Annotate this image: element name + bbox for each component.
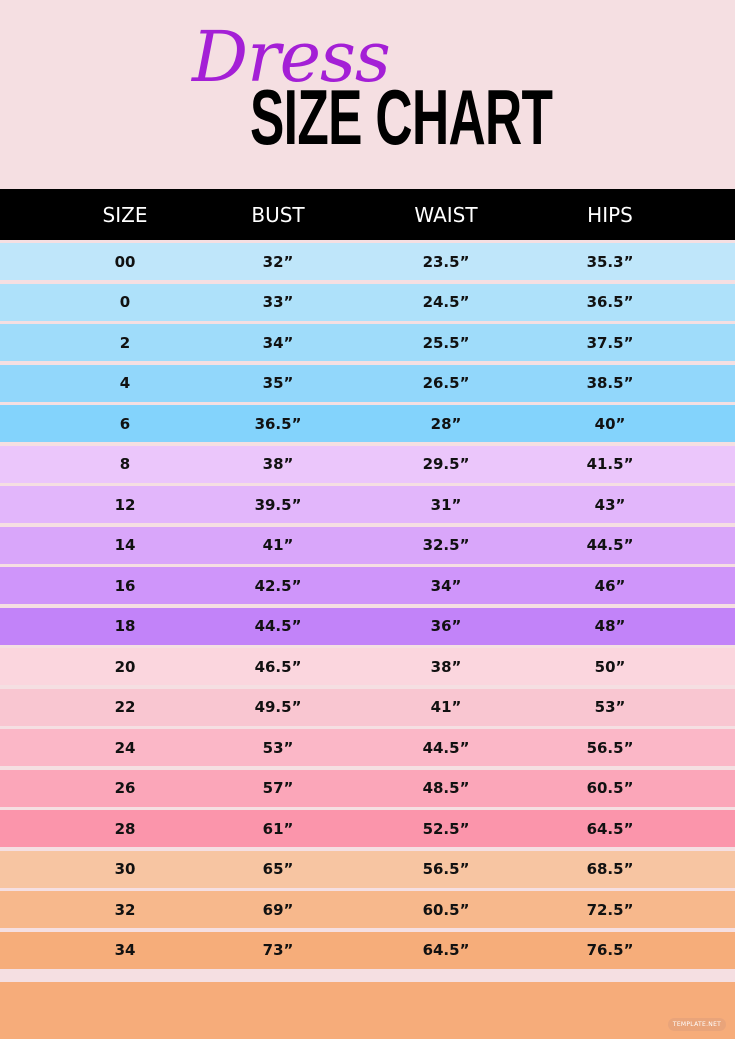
table-row (0, 527, 735, 564)
cell-hips: 41.5” (586, 455, 634, 473)
cell-size: 4 (119, 374, 131, 392)
cell-hips: 50” (594, 657, 626, 676)
cell-size: 16 (114, 576, 136, 595)
cell-bust: 36.5” (254, 414, 302, 433)
cell-size: 12 (114, 495, 136, 514)
cell-hips: 44.5” (586, 536, 634, 554)
cell-waist: 25.5” (422, 333, 470, 352)
cell-waist: 34” (430, 576, 462, 595)
cell-hips: 36.5” (586, 293, 634, 311)
script-title: Dress (192, 16, 390, 98)
cell-size: 18 (114, 617, 136, 635)
cell-size: 0 (119, 293, 131, 311)
table-row (0, 851, 735, 888)
cell-bust: 33” (262, 293, 294, 311)
cell-waist: 24.5” (422, 293, 470, 311)
header-hips: HIPS (587, 202, 633, 227)
footer-band (0, 982, 735, 1039)
cell-waist: 41” (430, 698, 462, 716)
table-row (0, 891, 735, 928)
cell-bust: 44.5” (254, 617, 302, 635)
cell-bust: 32” (262, 252, 294, 271)
cell-hips: 68.5” (586, 860, 634, 878)
cell-bust: 73” (262, 941, 294, 959)
table-row (0, 486, 735, 523)
page-title: SIZE CHART (250, 73, 553, 161)
table-row (0, 405, 735, 442)
table-row (0, 608, 735, 645)
cell-hips: 64.5” (586, 819, 634, 838)
cell-waist: 48.5” (422, 779, 470, 797)
watermark-badge: TEMPLATE.NET (668, 1018, 726, 1031)
table-row (0, 648, 735, 685)
cell-size: 26 (114, 779, 136, 797)
cell-waist: 52.5” (422, 819, 470, 838)
table-row (0, 243, 735, 280)
cell-waist: 26.5” (422, 374, 470, 392)
table-row (0, 729, 735, 766)
table-row (0, 689, 735, 726)
table-row (0, 770, 735, 807)
cell-bust: 41” (262, 536, 294, 554)
cell-hips: 56.5” (586, 738, 634, 757)
cell-hips: 76.5” (586, 941, 634, 959)
cell-bust: 38” (262, 455, 294, 473)
header-size: SIZE (102, 202, 148, 227)
cell-hips: 72.5” (586, 900, 634, 919)
table-row (0, 284, 735, 321)
cell-hips: 60.5” (586, 779, 634, 797)
cell-waist: 36” (430, 617, 462, 635)
cell-waist: 56.5” (422, 860, 470, 878)
table-row (0, 932, 735, 969)
cell-hips: 48” (594, 617, 626, 635)
cell-bust: 53” (262, 738, 294, 757)
cell-waist: 64.5” (422, 941, 470, 959)
cell-hips: 53” (594, 698, 626, 716)
cell-hips: 38.5” (586, 374, 634, 392)
cell-size: 24 (114, 738, 136, 757)
table-row (0, 810, 735, 847)
cell-size: 14 (114, 536, 136, 554)
title-area (0, 0, 735, 188)
cell-waist: 32.5” (422, 536, 470, 554)
cell-waist: 31” (430, 495, 462, 514)
cell-hips: 35.3” (586, 252, 634, 271)
cell-bust: 61” (262, 819, 294, 838)
cell-waist: 29.5” (422, 455, 470, 473)
cell-size: 6 (119, 414, 131, 433)
cell-bust: 34” (262, 333, 294, 352)
table-row (0, 324, 735, 361)
table-header (0, 189, 735, 240)
cell-size: 28 (114, 819, 136, 838)
cell-size: 00 (114, 252, 136, 271)
header-waist: WAIST (414, 202, 478, 227)
table-row (0, 365, 735, 402)
cell-hips: 43” (594, 495, 626, 514)
cell-waist: 44.5” (422, 738, 470, 757)
cell-bust: 65” (262, 860, 294, 878)
cell-waist: 23.5” (422, 252, 470, 271)
cell-waist: 28” (430, 414, 462, 433)
cell-bust: 46.5” (254, 657, 302, 676)
cell-waist: 38” (430, 657, 462, 676)
cell-size: 34 (114, 941, 136, 959)
cell-bust: 49.5” (254, 698, 302, 716)
cell-waist: 60.5” (422, 900, 470, 919)
cell-size: 20 (114, 657, 136, 676)
table-row (0, 567, 735, 604)
cell-size: 2 (119, 333, 131, 352)
cell-hips: 40” (594, 414, 626, 433)
cell-size: 32 (114, 900, 136, 919)
cell-hips: 37.5” (586, 333, 634, 352)
cell-bust: 39.5” (254, 495, 302, 514)
cell-bust: 57” (262, 779, 294, 797)
cell-bust: 42.5” (254, 576, 302, 595)
cell-size: 30 (114, 860, 136, 878)
table-row (0, 446, 735, 483)
cell-bust: 35” (262, 374, 294, 392)
cell-bust: 69” (262, 900, 294, 919)
header-bust: BUST (251, 202, 305, 227)
cell-hips: 46” (594, 576, 626, 595)
cell-size: 22 (114, 698, 136, 716)
cell-size: 8 (119, 455, 131, 473)
